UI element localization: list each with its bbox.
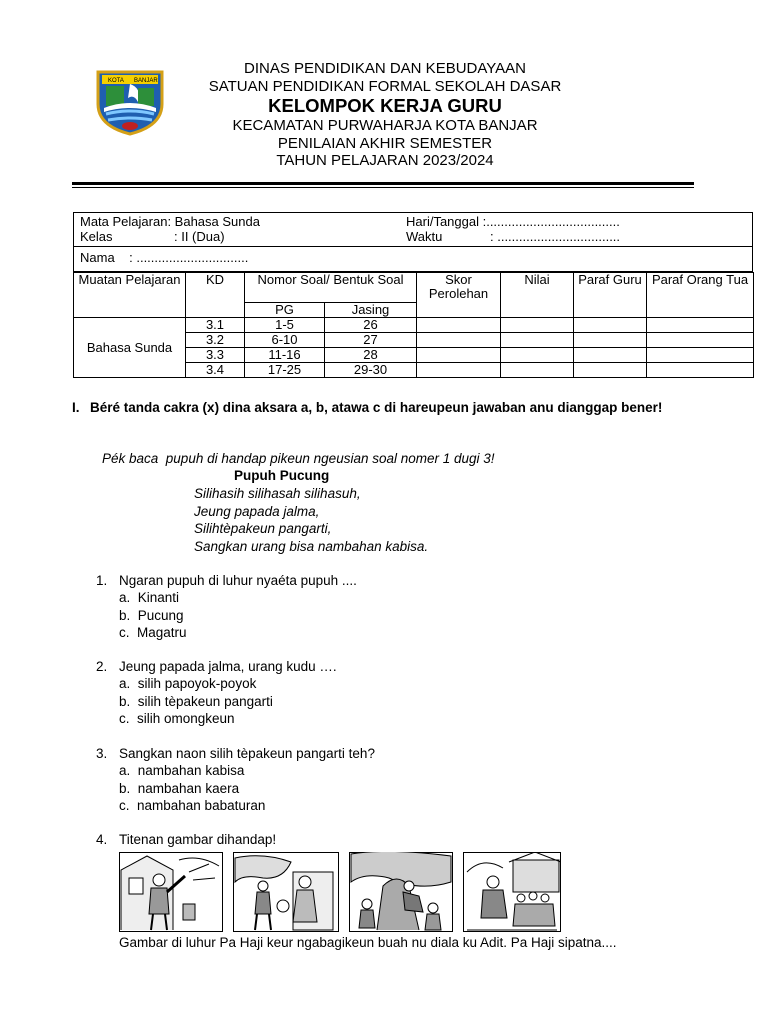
poem-line: Silihtèpakeun pangarti, [194,521,332,536]
kd-cell: 3.1 [186,318,245,333]
header-nomor-soal: Nomor Soal/ Bentuk Soal [245,273,417,303]
reading-lead: Pék baca pupuh di handap pikeun ngeusian soal nomer 1 dugi 3! [102,451,495,466]
kd-cell: 3.3 [186,348,245,363]
hari-tanggal-field[interactable]: Hari/Tanggal :..................................... [406,214,620,229]
option-a[interactable]: a. silih papoyok-poyok [119,676,257,691]
poem-line: Jeung papada jalma, [194,503,320,519]
nilai-cell[interactable] [501,348,574,363]
kd-cell: 3.4 [186,363,245,378]
kelas-value: : II (Dua) [174,229,225,244]
svg-text:BANJAR: BANJAR [134,78,158,84]
jasing-cell: 27 [325,333,417,348]
paraf-ortu-cell[interactable] [647,333,754,348]
header-divider-thick [72,182,694,185]
header-title: KELOMPOK KERJA GURU [268,95,502,116]
question-number: 2. [96,659,108,674]
header-paraf-guru: Paraf Guru [574,273,647,318]
question-number: 1. [96,573,108,588]
picture-4 [463,852,561,932]
mapel-label: Mata Pelajaran: Bahasa Sunda [80,214,260,229]
kota-banjar-logo [94,68,166,136]
header-nilai: Nilai [501,273,574,318]
picture-1 [119,852,223,932]
header-line-4: KECAMATAN PURWAHARJA KOTA BANJAR [232,117,538,134]
header-line-5: PENILAIAN AKHIR SEMESTER [277,134,493,152]
question-text: Titenan gambar dihandap! [119,832,277,847]
question-number: 3. [96,746,108,761]
header-line-6: TAHUN PELAJARAN 2023/2024 [276,152,494,169]
pg-cell: 17-25 [245,363,325,378]
jasing-cell: 28 [325,348,417,363]
poem-line: Silihasih silihasah silihasuh, [194,486,361,501]
header-divider-thin [72,187,694,188]
nilai-cell[interactable] [501,318,574,333]
header-jasing: Jasing [325,303,417,318]
option-b[interactable]: b. nambahan kaera [119,781,240,796]
nama-row [73,246,753,272]
option-c[interactable]: c. nambahan babaturan [119,798,266,813]
option-a[interactable]: a. Kinanti [119,590,180,605]
question-text: Sangkan naon silih tèpakeun pangarti teh? [119,746,375,761]
section-number: I. [72,400,80,415]
header-kd: KD [186,273,245,318]
option-b[interactable]: b. silih tèpakeun pangarti [119,694,273,709]
paraf-ortu-cell[interactable] [647,348,754,363]
paraf-ortu-cell[interactable] [647,363,754,378]
nilai-cell[interactable] [501,333,574,348]
paraf-ortu-cell[interactable] [647,318,754,333]
option-a[interactable]: a. nambahan kabisa [119,763,245,778]
jasing-cell: 26 [325,318,417,333]
instruction-text: Béré tanda cakra (x) dina aksara a, b, atawa c di hareupeun jawaban anu dianggap bener! [90,400,663,415]
kd-cell: 3.2 [186,333,245,348]
header-pg: PG [245,303,325,318]
exam-info-box [73,212,753,247]
svg-text:KOTA: KOTA [108,78,124,84]
waktu-field[interactable]: : .................................. [490,229,621,244]
letterhead [180,60,590,170]
poem-body [194,485,428,555]
jasing-cell: 29-30 [325,363,417,378]
paraf-guru-cell[interactable] [574,333,647,348]
paraf-guru-cell[interactable] [574,318,647,333]
kelas-label: Kelas [80,229,113,244]
pg-cell: 11-16 [245,348,325,363]
paraf-guru-cell[interactable] [574,348,647,363]
paraf-guru-cell[interactable] [574,363,647,378]
score-table [73,272,754,378]
nilai-cell[interactable] [501,363,574,378]
pg-cell: 1-5 [245,318,325,333]
skor-cell[interactable] [417,363,501,378]
header-line-1: DINAS PENDIDIKAN DAN KEBUDAYAAN [243,60,526,77]
header-skor: Skor Perolehan [417,273,501,318]
waktu-label: Waktu [406,229,443,244]
subject-cell: Bahasa Sunda [74,318,186,378]
option-c[interactable]: c. silih omongkeun [119,711,235,726]
picture-caption: Gambar di luhur Pa Haji keur ngabagikeun buah nu diala ku Adit. Pa Haji sipatna.... [119,935,617,950]
question-text: Ngaran pupuh di luhur nyaéta pupuh .... [119,573,357,588]
header-muatan: Muatan Pelajaran [74,273,186,318]
picture-3 [349,852,453,932]
header-paraf-ortu: Paraf Orang Tua [647,273,754,318]
option-b[interactable]: b. Pucung [119,608,184,623]
skor-cell[interactable] [417,318,501,333]
question-text: Jeung papada jalma, urang kudu …. [119,659,337,674]
question-number: 4. [96,832,108,847]
picture-2 [233,852,339,932]
pg-cell: 6-10 [245,333,325,348]
header-line-2: SATUAN PENDIDIKAN FORMAL SEKOLAH DASAR [208,77,562,95]
skor-cell[interactable] [417,348,501,363]
skor-cell[interactable] [417,333,501,348]
poem-line: Sangkan urang bisa nambahan kabisa. [194,538,429,554]
option-c[interactable]: c. Magatru [119,625,187,640]
nama-field[interactable]: Nama : ............................... [80,250,249,265]
poem-title: Pupuh Pucung [234,468,330,483]
